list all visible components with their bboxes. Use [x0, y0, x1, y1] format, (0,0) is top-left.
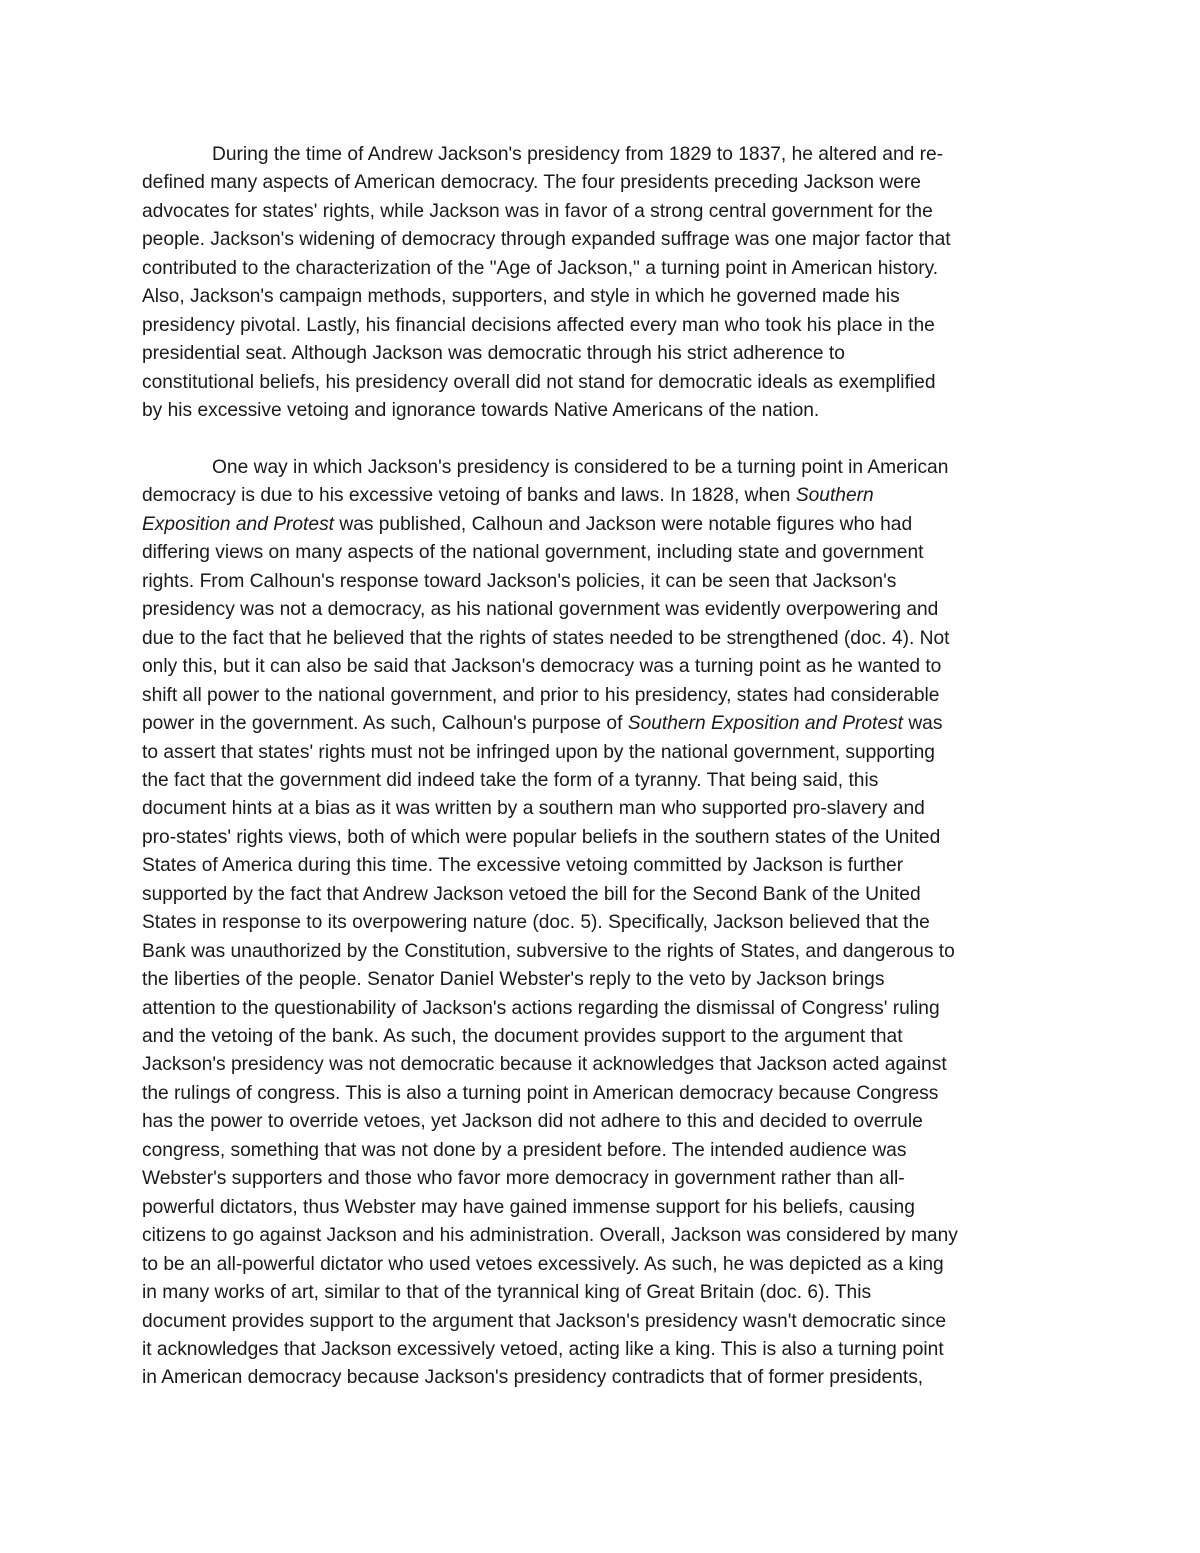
text-line: by his excessive vetoing and ignorance towards Native Americans of the nation.: [142, 400, 820, 422]
text-segment: was published, Calhoun and Jackson were notable figures who had: [334, 513, 913, 535]
text-line: [142, 482, 1062, 510]
text-line: due to the fact that he believed that the rights of states needed to be strengthened (doc. 4). Not: [142, 627, 950, 649]
paragraph-body: [142, 454, 1062, 1393]
text-line: in many works of art, similar to that of the tyrannical king of Great Britain (doc. 6). This: [142, 1282, 872, 1304]
text-line: Webster's supporters and those who favor more democracy in government rather than all-: [142, 1168, 905, 1190]
text-line: One way in which Jackson's presidency is considered to be a turning point in American: [212, 456, 949, 478]
italic-title: Southern: [795, 485, 874, 507]
text-line: the rulings of congress. This is also a turning point in American democracy because Congress: [142, 1082, 939, 1104]
italic-title: Exposition and Protest: [142, 513, 334, 535]
text-line: citizens to go against Jackson and his administration. Overall, Jackson was considered by many: [142, 1225, 958, 1247]
paragraph-intro: [142, 141, 1062, 426]
italic-title: Southern Exposition and Protest: [627, 713, 903, 735]
text-line: States of America during this time. The excessive vetoing committed by Jackson is further: [142, 855, 904, 877]
text-line: powerful dictators, thus Webster may have gained immense support for his beliefs, causing: [142, 1196, 915, 1218]
text-line: presidential seat. Although Jackson was democratic through his strict adherence to: [142, 343, 845, 365]
text-line: presidency pivotal. Lastly, his financial decisions affected every man who took his place in the: [142, 314, 935, 336]
text-line: the fact that the government did indeed take the form of a tyranny. That being said, this: [142, 769, 879, 791]
text-line: to be an all-powerful dictator who used vetoes excessively. As such, he was depicted as a king: [142, 1253, 944, 1275]
text-line: advocates for states' rights, while Jackson was in favor of a strong central government for the: [142, 200, 933, 222]
text-segment: power in the government. As such, Calhoun's purpose of: [142, 713, 628, 735]
text-line: defined many aspects of American democracy. The four presidents preceding Jackson were: [142, 172, 921, 194]
text-line: contributed to the characterization of the "Age of Jackson," a turning point in American history.: [142, 257, 939, 279]
text-line: the liberties of the people. Senator Daniel Webster's reply to the veto by Jackson brings: [142, 969, 885, 991]
document-body: [142, 141, 1062, 1393]
text-line: States in response to its overpowering nature (doc. 5). Specifically, Jackson believed that the: [142, 912, 930, 934]
text-line: supported by the fact that Andrew Jackson vetoed the bill for the Second Bank of the United: [142, 883, 921, 905]
text-line: [142, 710, 1062, 738]
text-line: it acknowledges that Jackson excessively vetoed, acting like a king. This is also a turning point: [142, 1339, 944, 1361]
text-line: attention to the questionability of Jackson's actions regarding the dismissal of Congress' ruling: [142, 997, 940, 1019]
text-line: differing views on many aspects of the national government, including state and government: [142, 542, 924, 564]
text-line: document provides support to the argument that Jackson's presidency wasn't democratic since: [142, 1310, 947, 1332]
text-segment: was: [902, 713, 943, 735]
text-line: and the vetoing of the bank. As such, the document provides support to the argument that: [142, 1026, 903, 1048]
text-segment: democracy is due to his excessive vetoing of banks and laws. In 1828, when: [142, 485, 796, 507]
text-line: During the time of Andrew Jackson's presidency from 1829 to 1837, he altered and re-: [212, 144, 944, 165]
paragraph-spacer: [142, 426, 1062, 454]
text-line: presidency was not a democracy, as his national government was evidently overpowering and: [142, 599, 939, 621]
text-line: congress, something that was not done by a president before. The intended audience was: [142, 1139, 907, 1161]
text-line: Bank was unauthorized by the Constitution, subversive to the rights of States, and dangerous to: [142, 940, 955, 962]
text-line: only this, but it can also be said that Jackson's democracy was a turning point as he wanted to: [142, 656, 942, 678]
text-line: [142, 511, 1062, 539]
text-line: Jackson's presidency was not democratic because it acknowledges that Jackson acted against: [142, 1054, 947, 1076]
text-line: has the power to override vetoes, yet Jackson did not adhere to this and decided to overrule: [142, 1111, 923, 1133]
text-line: in American democracy because Jackson's presidency contradicts that of former presidents,: [142, 1367, 924, 1389]
text-line: document hints at a bias as it was written by a southern man who supported pro-slavery and: [142, 798, 925, 820]
text-line: to assert that states' rights must not be infringed upon by the national government, supporting: [142, 741, 935, 763]
text-line: constitutional beliefs, his presidency overall did not stand for democratic ideals as exemplified: [142, 371, 936, 393]
text-line: pro-states' rights views, both of which were popular beliefs in the southern states of the United: [142, 826, 941, 848]
text-line: Also, Jackson's campaign methods, supporters, and style in which he governed made his: [142, 286, 900, 308]
text-line: rights. From Calhoun's response toward Jackson's policies, it can be seen that Jackson's: [142, 570, 897, 592]
text-line: shift all power to the national government, and prior to his presidency, states had considerable: [142, 684, 940, 706]
text-line: people. Jackson's widening of democracy through expanded suffrage was one major factor that: [142, 229, 951, 251]
